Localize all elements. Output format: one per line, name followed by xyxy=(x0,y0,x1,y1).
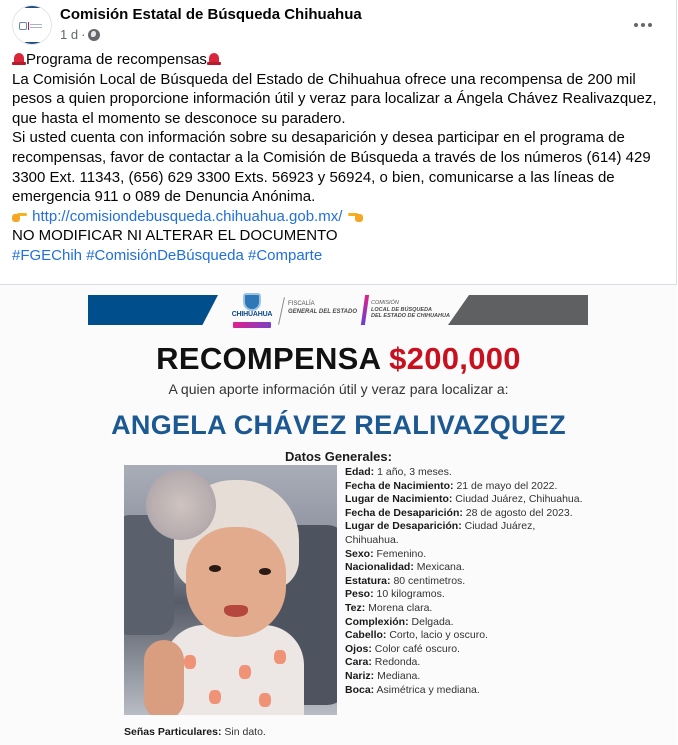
banner-gradient-divider xyxy=(361,295,369,325)
general-data-item xyxy=(345,656,585,670)
fact-label: Fecha de Desaparición: xyxy=(345,506,463,519)
general-data-item xyxy=(345,548,585,562)
comision-label xyxy=(371,300,450,320)
poster-title xyxy=(0,341,677,377)
general-data-item xyxy=(345,629,585,643)
general-data-item xyxy=(345,684,585,698)
post-meta xyxy=(60,27,100,42)
poster-banner xyxy=(88,295,588,325)
meta-separator: · xyxy=(81,27,86,42)
post-time[interactable]: 1 d xyxy=(60,27,79,42)
datos-generales-title: Datos Generales: xyxy=(285,449,392,464)
fact-value: 1 año, 3 meses. xyxy=(377,466,452,478)
general-data-item xyxy=(345,480,585,494)
fact-value: 80 centimetros. xyxy=(393,574,466,587)
page-avatar[interactable] xyxy=(12,5,52,45)
missing-person-photo xyxy=(124,465,337,715)
fact-value: 21 de mayo del 2022. xyxy=(456,479,558,492)
pointing-hand-left-icon xyxy=(347,210,363,222)
banner-blue-bar xyxy=(88,295,218,325)
general-data-item xyxy=(345,588,585,602)
hashtags xyxy=(12,246,662,266)
fact-label: Ojos: xyxy=(345,642,372,655)
fact-value: Morena clara. xyxy=(368,601,433,614)
general-data-list xyxy=(345,466,585,697)
fact-label: Tez: xyxy=(345,601,366,614)
fact-label: Lugar de Nacimiento: xyxy=(345,493,453,506)
general-data-item xyxy=(345,520,585,547)
more-options-button[interactable] xyxy=(628,13,658,37)
logo-bar xyxy=(28,22,29,30)
logo-lines xyxy=(30,24,42,28)
photo-eye xyxy=(209,565,221,572)
fact-value: Ciudad Juárez, Chihuahua. xyxy=(345,520,536,546)
fact-label: Edad: xyxy=(345,466,375,478)
website-link[interactable]: http://comisiondebusqueda.chihuahua.gob.mx/ xyxy=(32,207,343,225)
senas-label: Señas Particulares: xyxy=(124,726,222,738)
police-siren-icon xyxy=(207,52,221,66)
photo-face xyxy=(186,527,286,637)
fact-value: Mexicana. xyxy=(416,561,465,574)
chihuahua-tagline xyxy=(233,322,271,328)
more-dot-icon xyxy=(648,23,652,27)
photo-eye xyxy=(259,568,271,575)
post-header xyxy=(12,5,664,45)
logo-glyph-icon xyxy=(19,22,27,30)
senas-value: Sin dato. xyxy=(224,726,266,738)
banner-slash-divider xyxy=(278,297,285,325)
comision-line-1: COMISIÓN xyxy=(371,300,399,306)
reward-label: RECOMPENSA xyxy=(156,341,381,376)
photo-dress-dot xyxy=(274,650,286,664)
police-siren-icon xyxy=(12,52,26,66)
photo-mouth xyxy=(224,605,248,617)
message-paragraph-1: La Comisión Local de Búsqueda del Estado de Chihuahua ofrece una recompensa de 200 mil pesos a quien proporcione información útil y veraz para localizar a Ángela Chávez Realivazquez, que hasta el momento se desconoce su paradero. xyxy=(12,70,657,127)
general-data-item xyxy=(345,602,585,616)
fact-value: Asimétrica y mediana. xyxy=(376,683,480,696)
fact-value: Color café oscuro. xyxy=(374,642,460,655)
message-paragraph-2: Si usted cuenta con información sobre su desaparición y desea participar en el programa de recompensas, favor de contactar a la Comisión de Búsqueda a través de los números (614) 429 3300 Ext. 11343, (656) 629 3300 Exts. 56923 y 56924, o bien, comunicarse a las líneas de emergencia 911 o 089 de Denuncia Anónima. xyxy=(12,129,651,206)
missing-person-name: ANGELA CHÁVEZ REALIVAZQUEZ xyxy=(111,410,566,440)
fact-value: Mediana. xyxy=(377,669,421,682)
general-data-item xyxy=(345,493,585,507)
fact-value: Ciudad Juárez, Chihuahua. xyxy=(455,493,583,506)
post-message xyxy=(12,50,662,266)
fact-label: Sexo: xyxy=(345,547,374,560)
fiscalia-label xyxy=(288,301,357,316)
photo-dress xyxy=(164,625,304,715)
photo-arm xyxy=(144,640,184,715)
banner-gray-bar xyxy=(448,295,588,325)
fact-label: Peso: xyxy=(345,588,374,601)
globe-icon[interactable] xyxy=(88,29,100,41)
general-data-item xyxy=(345,561,585,575)
fact-value: Redonda. xyxy=(374,656,421,669)
fact-value: 28 de agosto del 2023. xyxy=(465,506,573,519)
hashtag-comisiondebusqueda[interactable]: #ComisiónDeBúsqueda xyxy=(86,246,244,264)
message-heading xyxy=(12,50,662,70)
reward-poster-image[interactable] xyxy=(0,285,677,745)
fact-label: Complexión: xyxy=(345,615,409,628)
hashtag-fgechih[interactable]: #FGEChih xyxy=(12,246,83,264)
message-notice: NO MODIFICAR NI ALTERAR EL DOCUMENTO xyxy=(12,227,338,245)
hashtag-comparte[interactable]: #Comparte xyxy=(247,246,323,264)
message-link-line xyxy=(12,207,662,227)
pointing-hand-right-icon xyxy=(12,210,28,222)
fact-value: 10 kilogramos. xyxy=(376,588,445,601)
comision-line-3: DEL ESTADO DE CHIHUAHUA xyxy=(371,313,450,320)
reward-amount: $200,000 xyxy=(389,341,521,376)
general-data-item xyxy=(345,670,585,684)
fiscalia-line-1: FISCALÍA xyxy=(288,301,315,307)
chihuahua-wordmark: CHIHUAHUA xyxy=(231,311,273,318)
avatar-ring-top xyxy=(23,5,43,8)
senas-particulares xyxy=(124,726,266,738)
fact-label: Cabello: xyxy=(345,629,387,642)
general-data-item xyxy=(345,466,585,480)
more-dot-icon xyxy=(634,23,638,27)
photo-flower xyxy=(146,470,216,540)
poster-subtitle: A quien aporte información útil y veraz para localizar a: xyxy=(168,381,509,397)
avatar-ring-bottom xyxy=(23,42,43,45)
photo-dress-dot xyxy=(184,655,196,669)
avatar-logo xyxy=(19,21,47,31)
fact-value: Delgada. xyxy=(411,615,454,628)
shield-icon xyxy=(243,293,261,311)
fact-label: Lugar de Desaparición: xyxy=(345,520,462,533)
photo-dress-dot xyxy=(239,665,251,679)
comision-line-2: LOCAL DE BÚSQUEDA xyxy=(371,306,433,313)
photo-dress-dot xyxy=(209,690,221,704)
chihuahua-logo xyxy=(228,293,276,331)
fact-value: Femenino. xyxy=(376,547,427,560)
fact-label: Nacionalidad: xyxy=(345,561,414,574)
photo-dress-dot xyxy=(259,693,271,707)
fact-value: Corto, lacio y oscuro. xyxy=(389,629,488,642)
fact-label: Fecha de Nacimiento: xyxy=(345,479,454,492)
general-data-item xyxy=(345,616,585,630)
fiscalia-line-2: GENERAL DEL ESTADO xyxy=(288,308,358,315)
general-data-item xyxy=(345,507,585,521)
general-data-item xyxy=(345,575,585,589)
fact-label: Boca: xyxy=(345,683,375,696)
heading-text: Programa de recompensas xyxy=(26,51,207,68)
fact-label: Nariz: xyxy=(345,669,375,682)
general-data-item xyxy=(345,643,585,657)
page-name-link[interactable]: Comisión Estatal de Búsqueda Chihuahua xyxy=(60,6,362,23)
fact-label: Estatura: xyxy=(345,574,391,587)
fact-label: Cara: xyxy=(345,656,372,669)
more-dot-icon xyxy=(641,23,645,27)
